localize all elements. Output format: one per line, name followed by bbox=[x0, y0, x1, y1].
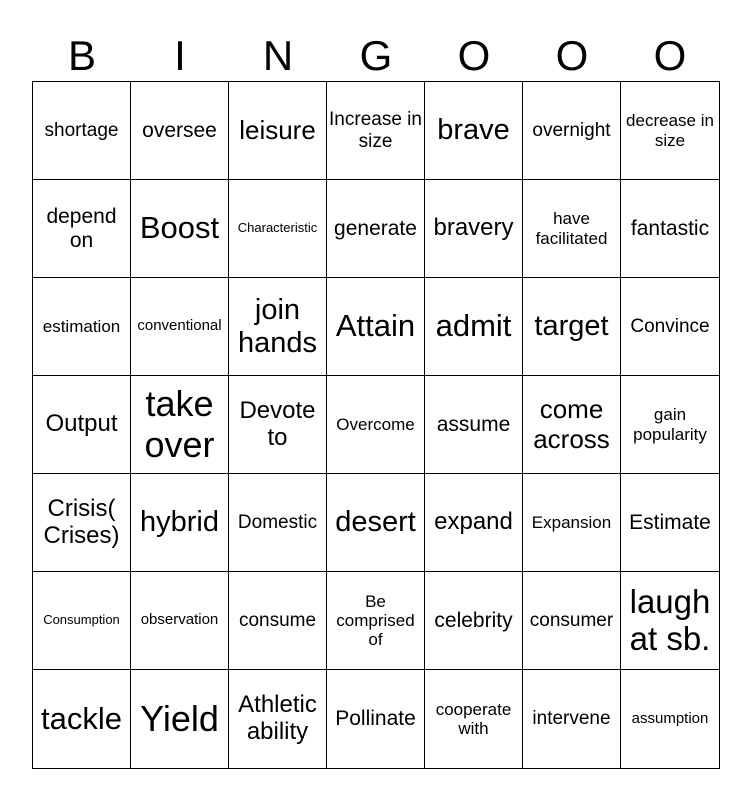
bingo-cell: depend on bbox=[33, 180, 131, 278]
bingo-cell: bravery bbox=[425, 180, 523, 278]
bingo-cell: shortage bbox=[33, 82, 131, 180]
bingo-cell: admit bbox=[425, 278, 523, 376]
bingo-header bbox=[33, 30, 719, 82]
bingo-cell: gain popularity bbox=[621, 376, 719, 474]
bingo-cell: Pollinate bbox=[327, 670, 425, 768]
header-letter-b: B bbox=[67, 32, 96, 79]
bingo-cell: consumer bbox=[523, 572, 621, 670]
bingo-cell: laugh at sb. bbox=[621, 572, 719, 670]
bingo-cell: Overcome bbox=[327, 376, 425, 474]
bingo-cell: intervene bbox=[523, 670, 621, 768]
bingo-cell: Crisis( Crises) bbox=[33, 474, 131, 572]
bingo-cell: estimation bbox=[33, 278, 131, 376]
bingo-cell: Be comprised of bbox=[327, 572, 425, 670]
bingo-cell: Convince bbox=[621, 278, 719, 376]
bingo-cell: assume bbox=[425, 376, 523, 474]
bingo-cell: Consumption bbox=[33, 572, 131, 670]
bingo-cell: Boost bbox=[131, 180, 229, 278]
bingo-cell: Attain bbox=[327, 278, 425, 376]
bingo-cell: Characteristic bbox=[229, 180, 327, 278]
bingo-cell: expand bbox=[425, 474, 523, 572]
bingo-cell: generate bbox=[327, 180, 425, 278]
bingo-cell: Estimate bbox=[621, 474, 719, 572]
bingo-cell: desert bbox=[327, 474, 425, 572]
bingo-cell: Expansion bbox=[523, 474, 621, 572]
bingo-cell: have facilitated bbox=[523, 180, 621, 278]
bingo-cell: cooperate with bbox=[425, 670, 523, 768]
header-letter-g: G bbox=[359, 32, 393, 79]
header-letter-o-1: O bbox=[457, 32, 491, 79]
bingo-cell: tackle bbox=[33, 670, 131, 768]
header-letter-i: I bbox=[174, 32, 186, 79]
bingo-cell: oversee bbox=[131, 82, 229, 180]
bingo-cell: consume bbox=[229, 572, 327, 670]
bingo-board bbox=[32, 81, 720, 769]
bingo-cell: come across bbox=[523, 376, 621, 474]
bingo-cell: hybrid bbox=[131, 474, 229, 572]
header-letter-o-2: O bbox=[555, 32, 589, 79]
header-letter-o-3: O bbox=[653, 32, 687, 79]
bingo-cell: decrease in size bbox=[621, 82, 719, 180]
bingo-cell: join hands bbox=[229, 278, 327, 376]
bingo-cell: Increase in size bbox=[327, 82, 425, 180]
bingo-cell: Athletic ability bbox=[229, 670, 327, 768]
bingo-cell: conventional bbox=[131, 278, 229, 376]
bingo-cell: celebrity bbox=[425, 572, 523, 670]
bingo-cell: brave bbox=[425, 82, 523, 180]
bingo-cell: Yield bbox=[131, 670, 229, 768]
bingo-cell: leisure bbox=[229, 82, 327, 180]
bingo-cell: assumption bbox=[631, 709, 709, 727]
bingo-cell: observation bbox=[131, 572, 229, 670]
bingo-cell: target bbox=[523, 278, 621, 376]
bingo-cell: Output bbox=[33, 376, 131, 474]
bingo-cell: fantastic bbox=[621, 180, 719, 278]
bingo-cell: overnight bbox=[523, 82, 621, 180]
header-letter-n: N bbox=[262, 32, 294, 79]
bingo-cell: Domestic bbox=[229, 474, 327, 572]
bingo-cell: take over bbox=[131, 376, 229, 474]
bingo-cell: Devote to bbox=[229, 376, 327, 474]
